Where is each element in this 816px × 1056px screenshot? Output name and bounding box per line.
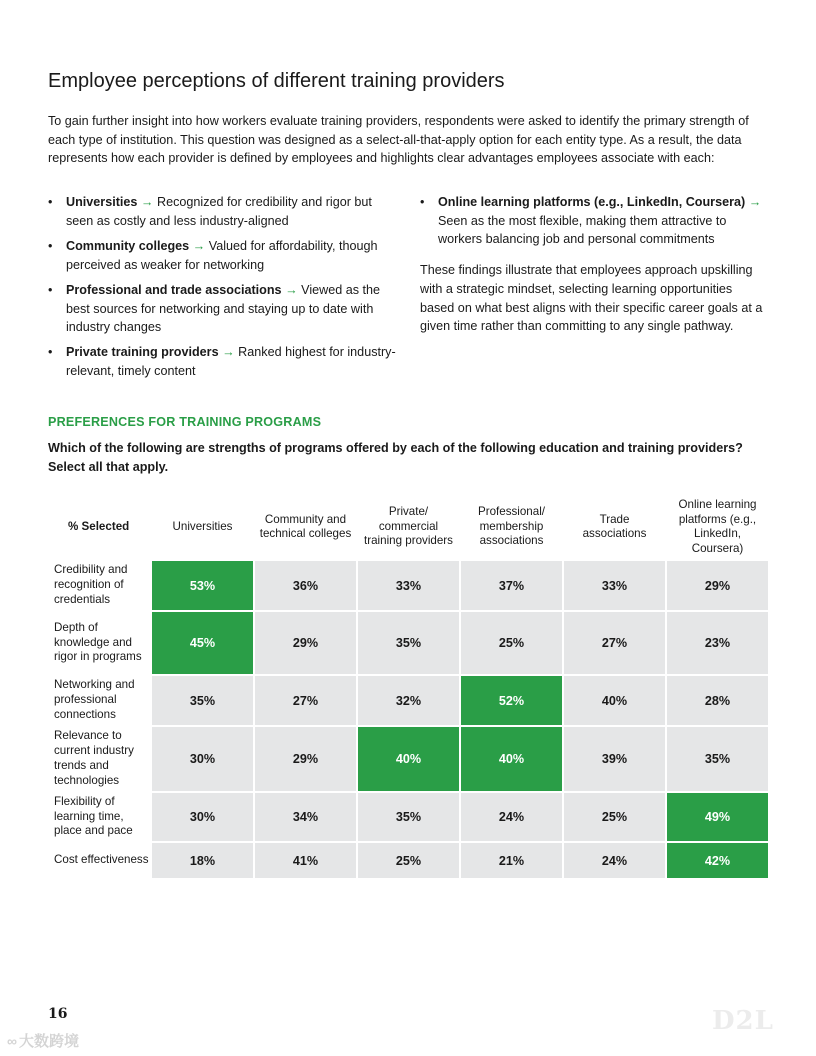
bullet-dot: • (420, 195, 425, 209)
data-cell: 29% (254, 726, 357, 792)
column-header: Universities (172, 519, 233, 533)
data-cell: 25% (357, 842, 460, 879)
bullet-text: Valued for affordability, though perceived as weaker for networking (66, 238, 378, 272)
bullet-dot: • (48, 238, 53, 253)
bullet-item (48, 343, 400, 380)
bullet-term: Community colleges (66, 238, 190, 253)
row-label: Depth of knowledge and rigor in programs (54, 620, 142, 664)
data-cell: 42% (666, 842, 769, 879)
data-cell: 23% (666, 611, 769, 675)
bullet-list-left (48, 193, 400, 381)
row-label: Cost effectiveness (54, 853, 149, 867)
arrow-right-icon: → (748, 195, 762, 209)
table-row (48, 842, 769, 879)
page-number: 16 (48, 1006, 68, 1022)
right-column (420, 193, 770, 336)
data-cell: 40% (563, 675, 666, 726)
d2l-logo: D2L (712, 1006, 774, 1036)
data-cell: 49% (666, 792, 769, 842)
arrow-right-icon: → (222, 345, 235, 360)
bullet-item (48, 193, 400, 230)
bullet-text: Viewed as the best sources for networking and staying up to date with industry changes (66, 282, 381, 335)
table-row (48, 560, 769, 611)
row-label: Credibility and recognition of credentials (54, 563, 128, 606)
data-cell: 40% (460, 726, 563, 792)
row-label: Flexibility of learning time, place and pace (54, 794, 133, 838)
data-cell: 36% (254, 560, 357, 611)
bullet-item (48, 281, 400, 337)
data-cell: 25% (460, 611, 563, 675)
arrow-right-icon: → (285, 282, 298, 297)
data-cell: 33% (563, 560, 666, 611)
table-header-row (48, 495, 769, 560)
watermark (7, 1030, 79, 1051)
bullet-dot: • (48, 195, 53, 209)
bullet-term: Universities (66, 195, 138, 209)
data-cell: 34% (254, 792, 357, 842)
bullet-dot: • (48, 345, 53, 360)
left-column (48, 193, 400, 387)
data-cell: 53% (151, 560, 254, 611)
data-cell: 40% (357, 726, 460, 792)
survey-question: Which of the following are strengths of programs offered by each of the following education and training providers? Select all that apply. (48, 441, 743, 474)
bullet-item (48, 237, 400, 274)
table-body (48, 560, 769, 879)
bullet-term: Professional and trade associations (66, 282, 282, 297)
data-cell: 45% (151, 611, 254, 675)
findings-paragraph: These findings illustrate that employees approach upskilling with a strategic mindset, selecting learning opportunities based on what best aligns with their specific career goals at a given time rather than committing to any single pathway. (420, 263, 763, 334)
table-row (48, 792, 769, 842)
section-heading: PREFERENCES FOR TRAINING PROGRAMS (48, 415, 322, 429)
table-row (48, 675, 769, 726)
bullet-dot: • (48, 282, 53, 297)
data-cell: 28% (666, 675, 769, 726)
bullet-text: Recognized for credibility and rigor but seen as costly and less industry-aligned (66, 195, 372, 228)
table-corner-label: % Selected (68, 520, 130, 534)
column-header: Trade associations (582, 512, 647, 540)
data-cell: 25% (563, 792, 666, 842)
data-cell: 35% (666, 726, 769, 792)
data-cell: 35% (357, 792, 460, 842)
data-cell: 35% (357, 611, 460, 675)
column-header: Private/ commercial training providers (364, 505, 453, 548)
data-cell: 32% (357, 675, 460, 726)
data-cell: 30% (151, 792, 254, 842)
data-cell: 21% (460, 842, 563, 879)
data-cell: 39% (563, 726, 666, 792)
bullet-text: Ranked highest for industry-relevant, timely content (66, 345, 396, 379)
bullet-item (420, 193, 770, 249)
bullet-term: Private training providers (66, 345, 219, 360)
arrow-right-icon: → (140, 195, 154, 209)
data-cell: 18% (151, 842, 254, 879)
bullet-list-right (420, 193, 770, 249)
watermark-text: 大数跨境 (18, 1033, 79, 1050)
data-cell: 24% (460, 792, 563, 842)
bullet-text: Seen as the most flexible, making them attractive to workers balancing job and personal commitments (438, 213, 727, 247)
row-label: Networking and professional connections (54, 678, 135, 721)
data-cell: 24% (563, 842, 666, 879)
page-title: Employee perceptions of different training providers (48, 70, 505, 92)
watermark-logo-icon: ∞ (7, 1032, 17, 1049)
data-cell: 27% (254, 675, 357, 726)
column-header: Online learning platforms (e.g., LinkedIn, Coursera) (678, 498, 757, 555)
data-cell: 52% (460, 675, 563, 726)
column-header: Community and technical colleges (259, 512, 352, 540)
bullet-term: Online learning platforms (e.g., LinkedIn, Coursera) (438, 195, 746, 209)
table-row (48, 611, 769, 675)
data-cell: 41% (254, 842, 357, 879)
table-row (48, 726, 769, 792)
data-cell: 35% (151, 675, 254, 726)
strengths-table (48, 495, 770, 880)
data-cell: 30% (151, 726, 254, 792)
data-cell: 29% (254, 611, 357, 675)
arrow-right-icon: → (192, 238, 206, 253)
data-cell: 27% (563, 611, 666, 675)
data-cell: 29% (666, 560, 769, 611)
data-cell: 37% (460, 560, 563, 611)
intro-paragraph: To gain further insight into how workers evaluate training providers, respondents were asked to identify the primary strength of each type of institution. This question was designed as a select-all-that-apply option for each entity type. As a result, the data represents how each provider is defined by employees and highlights clear advantages employees associate with each: (48, 114, 749, 166)
column-header: Professional/ membership associations (477, 505, 546, 548)
row-label: Relevance to current industry trends and technologies (54, 729, 134, 787)
data-cell: 33% (357, 560, 460, 611)
